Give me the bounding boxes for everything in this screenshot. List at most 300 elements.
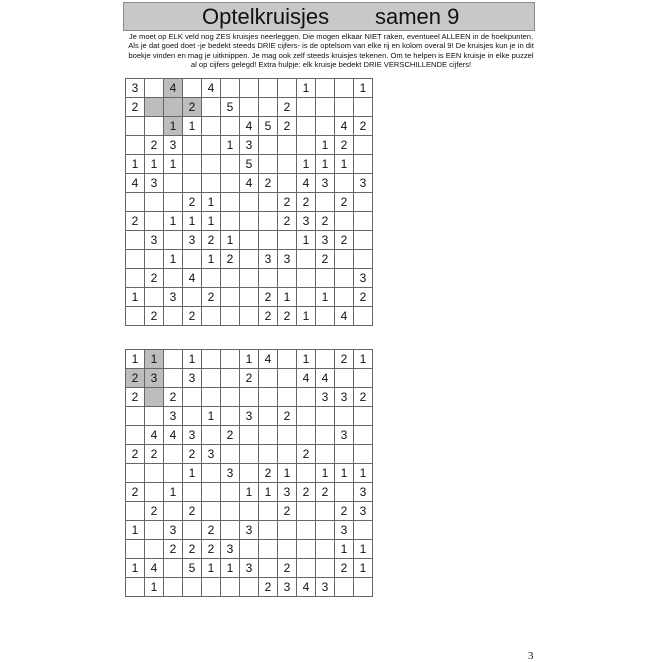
grid-cell: 1 [164, 117, 183, 136]
grid-cell: 3 [316, 388, 335, 407]
grid-cell [183, 250, 202, 269]
grid-cell [202, 464, 221, 483]
title-text: Optelkruisjes [202, 4, 330, 29]
grid-cell [221, 307, 240, 326]
grid-cell: 2 [278, 98, 297, 117]
grid-cell [221, 155, 240, 174]
grid-cell [259, 521, 278, 540]
puzzle-grid-2 [125, 349, 373, 597]
grid-cell [145, 79, 164, 98]
grid-cell [297, 388, 316, 407]
grid-cell [202, 388, 221, 407]
grid-cell [183, 407, 202, 426]
grid-cell: 3 [316, 578, 335, 597]
grid-cell: 2 [183, 98, 202, 117]
grid-cell [316, 350, 335, 369]
grid-cell [278, 155, 297, 174]
grid-cell [335, 288, 354, 307]
grid-cell: 3 [183, 426, 202, 445]
grid-cell [202, 117, 221, 136]
grid-cell [164, 193, 183, 212]
grid-cell: 3 [335, 426, 354, 445]
grid-cell: 3 [183, 231, 202, 250]
grid-cell [335, 407, 354, 426]
grid-cell [240, 193, 259, 212]
grid-cell: 1 [126, 559, 145, 578]
grid-cell [164, 98, 183, 117]
grid-cell: 1 [297, 307, 316, 326]
grid-cell: 2 [335, 193, 354, 212]
grid-cell [221, 288, 240, 307]
grid-cell: 2 [335, 136, 354, 155]
grid-cell: 2 [297, 193, 316, 212]
grid-cell: 1 [145, 350, 164, 369]
grid-cell [126, 231, 145, 250]
grid-cell [164, 445, 183, 464]
grid-cell [259, 79, 278, 98]
grid-cell [164, 350, 183, 369]
grid-cell: 2 [164, 540, 183, 559]
grid-cell [259, 445, 278, 464]
grid-cell [259, 269, 278, 288]
grid-cell: 2 [126, 483, 145, 502]
grid-cell: 3 [164, 521, 183, 540]
grid-cell [164, 174, 183, 193]
grid-cell [240, 250, 259, 269]
grid-cell [278, 231, 297, 250]
grid-cell: 2 [183, 445, 202, 464]
grid-cell: 1 [126, 521, 145, 540]
grid-cell [240, 445, 259, 464]
grid-cell [145, 193, 164, 212]
grid-cell: 2 [297, 445, 316, 464]
grid-cell [259, 98, 278, 117]
grid-cell [202, 369, 221, 388]
grid-cell [316, 117, 335, 136]
grid-cell: 2 [145, 445, 164, 464]
grid-cell [202, 350, 221, 369]
grid-cell: 1 [297, 350, 316, 369]
grid-cell: 3 [240, 559, 259, 578]
grid-cell: 2 [316, 250, 335, 269]
grid-cell [145, 407, 164, 426]
title-subtitle: samen 9 [375, 4, 460, 29]
grid-cell [145, 250, 164, 269]
grid-cell [164, 269, 183, 288]
grid-cell: 1 [202, 212, 221, 231]
grid-cell: 2 [335, 502, 354, 521]
grid-cell: 1 [164, 212, 183, 231]
grid-cell [354, 98, 373, 117]
grid-cell: 2 [126, 212, 145, 231]
grid-cell: 4 [145, 426, 164, 445]
grid-cell: 1 [316, 288, 335, 307]
grid-cell: 1 [354, 350, 373, 369]
grid-cell: 2 [183, 540, 202, 559]
grid-cell [183, 483, 202, 502]
grid-cell [240, 212, 259, 231]
grid-cell [240, 79, 259, 98]
grid-cell [297, 559, 316, 578]
grid-cell: 2 [145, 269, 164, 288]
grid-cell [183, 521, 202, 540]
grid-cell [221, 502, 240, 521]
grid-cell: 3 [335, 388, 354, 407]
grid-cell [335, 578, 354, 597]
grid-cell: 1 [335, 540, 354, 559]
grid-cell: 2 [183, 502, 202, 521]
grid-cell: 1 [240, 350, 259, 369]
grid-cell [297, 136, 316, 155]
grid-cell: 4 [297, 174, 316, 193]
grid-cell: 5 [240, 155, 259, 174]
grid-cell: 3 [278, 578, 297, 597]
grid-cell [278, 388, 297, 407]
grid-cell [335, 483, 354, 502]
grid-cell [316, 445, 335, 464]
grid-cell [259, 193, 278, 212]
grid-cell [316, 307, 335, 326]
grid-cell: 1 [183, 464, 202, 483]
grid-cell [221, 483, 240, 502]
grid-cell [335, 250, 354, 269]
grid-cell: 4 [164, 79, 183, 98]
grid-cell [202, 483, 221, 502]
grid-cell [240, 269, 259, 288]
grid-cell: 2 [221, 250, 240, 269]
grid-cell: 2 [145, 307, 164, 326]
grid-cell: 4 [316, 369, 335, 388]
grid-cell: 2 [126, 445, 145, 464]
grid-cell [202, 307, 221, 326]
grid-cell [221, 388, 240, 407]
grid-cell [145, 521, 164, 540]
grid-cell: 2 [259, 464, 278, 483]
grid-cell: 4 [335, 117, 354, 136]
grid-cell: 2 [278, 117, 297, 136]
grid-cell: 3 [278, 483, 297, 502]
grid-cell: 2 [183, 307, 202, 326]
grid-cell: 2 [126, 388, 145, 407]
grid-cell [354, 578, 373, 597]
grid-cell [335, 445, 354, 464]
instructions-text: Je moet op ELK veld nog ZES kruisjes neerleggen. Die mogen elkaar NIET raken, eventueel ALLEEN in de hoekpunten. Als je dat goed doet -je bedekt steeds DRIE cijfers- is de optelsom van elke rij en kolom overal 9! De kruisjes kun je in dit boekje vinden en mag je uitknippen. Je mag ook zelf steeds kruisjes tekenen. Om te helpen is EEN kruisje in elke puzzel al op cijfers gelegd! Extra hulpje: elk kruisje bedekt DRIE VERSCHILLENDE cijfers! [128, 32, 534, 70]
grid-cell [221, 369, 240, 388]
grid-cell: 3 [354, 269, 373, 288]
grid-cell [354, 193, 373, 212]
title-bar [123, 2, 535, 31]
grid-cell: 2 [145, 502, 164, 521]
grid-cell [183, 288, 202, 307]
grid-cell [183, 136, 202, 155]
grid-cell [240, 502, 259, 521]
grid-cell: 3 [316, 231, 335, 250]
grid-cell [183, 79, 202, 98]
grid-cell [316, 426, 335, 445]
grid-cell [354, 407, 373, 426]
grid-cell [202, 98, 221, 117]
grid-cell: 3 [183, 369, 202, 388]
grid-cell [126, 117, 145, 136]
grid-cell: 2 [278, 502, 297, 521]
grid-cell: 1 [259, 483, 278, 502]
grid-cell [183, 388, 202, 407]
grid-cell [126, 307, 145, 326]
grid-cell: 3 [354, 483, 373, 502]
grid-cell [126, 407, 145, 426]
grid-cell [259, 502, 278, 521]
grid-cell: 1 [164, 483, 183, 502]
grid-cell: 1 [335, 155, 354, 174]
grid-cell [316, 502, 335, 521]
grid-cell: 2 [335, 350, 354, 369]
grid-cell [221, 350, 240, 369]
grid-cell [221, 578, 240, 597]
grid-cell [145, 98, 164, 117]
page-number: 3 [528, 650, 534, 662]
grid-cell: 2 [297, 483, 316, 502]
grid-cell: 2 [183, 193, 202, 212]
grid-cell [335, 269, 354, 288]
grid-cell [183, 155, 202, 174]
grid-cell: 3 [240, 136, 259, 155]
grid-cell [278, 269, 297, 288]
grid-cell: 3 [164, 407, 183, 426]
grid-cell [297, 288, 316, 307]
grid-cell [354, 231, 373, 250]
grid-cell: 4 [297, 369, 316, 388]
grid-cell: 1 [316, 136, 335, 155]
grid-cell [354, 445, 373, 464]
grid-cell: 2 [278, 212, 297, 231]
grid-cell: 1 [202, 250, 221, 269]
grid-cell: 2 [354, 288, 373, 307]
grid-cell [259, 212, 278, 231]
grid-cell [354, 136, 373, 155]
grid-cell [297, 521, 316, 540]
grid-cell [335, 212, 354, 231]
grid-cell: 2 [240, 369, 259, 388]
grid-cell: 2 [278, 559, 297, 578]
grid-cell [221, 445, 240, 464]
grid-cell [126, 540, 145, 559]
grid-cell [164, 464, 183, 483]
grid-cell [221, 193, 240, 212]
grid-cell: 2 [278, 407, 297, 426]
grid-cell [335, 174, 354, 193]
grid-cell: 1 [126, 155, 145, 174]
grid-cell: 1 [354, 559, 373, 578]
grid-cell [145, 117, 164, 136]
grid-cell [259, 369, 278, 388]
grid-cell: 2 [316, 483, 335, 502]
grid-cell [259, 231, 278, 250]
grid-cell: 1 [126, 288, 145, 307]
grid-cell [354, 426, 373, 445]
grid-cell [297, 117, 316, 136]
grid-cell: 2 [202, 288, 221, 307]
grid-cell [240, 288, 259, 307]
grid-cell: 4 [183, 269, 202, 288]
grid-cell: 2 [202, 521, 221, 540]
grid-cell [126, 578, 145, 597]
grid-cell: 4 [240, 174, 259, 193]
grid-cell [145, 212, 164, 231]
grid-cell: 1 [297, 79, 316, 98]
grid-cell [354, 369, 373, 388]
grid-cell [126, 502, 145, 521]
grid-cell [240, 578, 259, 597]
grid-cell [316, 559, 335, 578]
grid-cell: 3 [164, 136, 183, 155]
grid-cell: 3 [164, 288, 183, 307]
grid-cell: 4 [126, 174, 145, 193]
grid-cell: 2 [354, 388, 373, 407]
grid-cell [202, 578, 221, 597]
grid-cell [297, 540, 316, 559]
grid-cell [221, 521, 240, 540]
grid-cell: 2 [335, 559, 354, 578]
grid-cell [164, 307, 183, 326]
grid-cell: 3 [221, 540, 240, 559]
grid-cell: 1 [221, 136, 240, 155]
grid-cell: 4 [202, 79, 221, 98]
grid-cell [240, 98, 259, 117]
grid-cell [278, 445, 297, 464]
grid-cell [316, 407, 335, 426]
grid-cell: 2 [164, 388, 183, 407]
grid-cell: 4 [259, 350, 278, 369]
grid-cell [202, 269, 221, 288]
grid-cell [240, 426, 259, 445]
grid-cell [316, 98, 335, 117]
grid-cell [259, 540, 278, 559]
grid-cell [278, 426, 297, 445]
grid-cell: 1 [164, 155, 183, 174]
grid-cell [164, 231, 183, 250]
grid-cell [145, 388, 164, 407]
grid-cell [221, 174, 240, 193]
grid-cell: 2 [259, 288, 278, 307]
grid-cell [354, 155, 373, 174]
grid-cell [316, 521, 335, 540]
grid-cell: 1 [145, 155, 164, 174]
grid-cell [297, 464, 316, 483]
grid-cell: 1 [316, 464, 335, 483]
grid-cell: 3 [316, 174, 335, 193]
grid-cell: 3 [145, 231, 164, 250]
grid-cell: 2 [202, 231, 221, 250]
grid-cell [240, 231, 259, 250]
grid-cell: 2 [126, 369, 145, 388]
grid-cell [335, 369, 354, 388]
grid-cell: 1 [335, 464, 354, 483]
grid-cell: 3 [278, 250, 297, 269]
grid-cell [164, 559, 183, 578]
grid-cell [354, 250, 373, 269]
grid-cell: 4 [335, 307, 354, 326]
grid-cell: 5 [183, 559, 202, 578]
grid-cell [145, 540, 164, 559]
grid-cell: 3 [335, 521, 354, 540]
grid-cell: 2 [335, 231, 354, 250]
grid-cell: 1 [278, 464, 297, 483]
grid-cell [202, 155, 221, 174]
grid-cell [259, 426, 278, 445]
grid-cell [221, 79, 240, 98]
grid-cell [259, 136, 278, 155]
grid-cell [297, 269, 316, 288]
grid-cell: 1 [221, 559, 240, 578]
grid-cell [259, 407, 278, 426]
grid-cell: 2 [354, 117, 373, 136]
grid-cell [126, 426, 145, 445]
grid-cell [278, 79, 297, 98]
grid-cell [297, 407, 316, 426]
grid-cell: 1 [354, 540, 373, 559]
grid-cell [240, 307, 259, 326]
grid-cell: 4 [164, 426, 183, 445]
grid-cell: 1 [297, 155, 316, 174]
grid-cell: 5 [221, 98, 240, 117]
grid-cell: 4 [145, 559, 164, 578]
grid-cell [335, 98, 354, 117]
grid-cell [316, 79, 335, 98]
grid-cell [221, 407, 240, 426]
grid-cell: 1 [240, 483, 259, 502]
grid-cell [335, 79, 354, 98]
grid-cell [278, 540, 297, 559]
grid-cell: 2 [259, 578, 278, 597]
grid-cell: 2 [259, 174, 278, 193]
grid-cell: 2 [278, 307, 297, 326]
grid-cell: 2 [221, 426, 240, 445]
grid-cell: 3 [240, 521, 259, 540]
grid-cell: 3 [354, 502, 373, 521]
grid-cell: 2 [145, 136, 164, 155]
grid-cell: 3 [221, 464, 240, 483]
grid-cell [221, 212, 240, 231]
grid-cell: 1 [202, 193, 221, 212]
grid-cell [145, 483, 164, 502]
grid-cell [354, 212, 373, 231]
grid-cell [202, 174, 221, 193]
grid-cell: 1 [316, 155, 335, 174]
grid-cell [297, 98, 316, 117]
grid-cell: 1 [183, 212, 202, 231]
grid-cell: 1 [183, 117, 202, 136]
grid-cell: 3 [297, 212, 316, 231]
grid-cell [297, 250, 316, 269]
grid-cell: 4 [297, 578, 316, 597]
grid-cell [316, 193, 335, 212]
puzzle-grid-1 [125, 78, 373, 326]
grid-cell [259, 559, 278, 578]
grid-cell [259, 155, 278, 174]
grid-cell [316, 269, 335, 288]
grid-cell [259, 388, 278, 407]
grid-cell: 2 [126, 98, 145, 117]
grid-cell: 3 [202, 445, 221, 464]
grid-cell [183, 578, 202, 597]
grid-cell: 4 [240, 117, 259, 136]
grid-cell [202, 426, 221, 445]
grid-cell: 3 [126, 79, 145, 98]
grid-cell [126, 464, 145, 483]
grid-cell [278, 369, 297, 388]
grid-cell: 1 [354, 464, 373, 483]
grid-cell: 3 [145, 174, 164, 193]
